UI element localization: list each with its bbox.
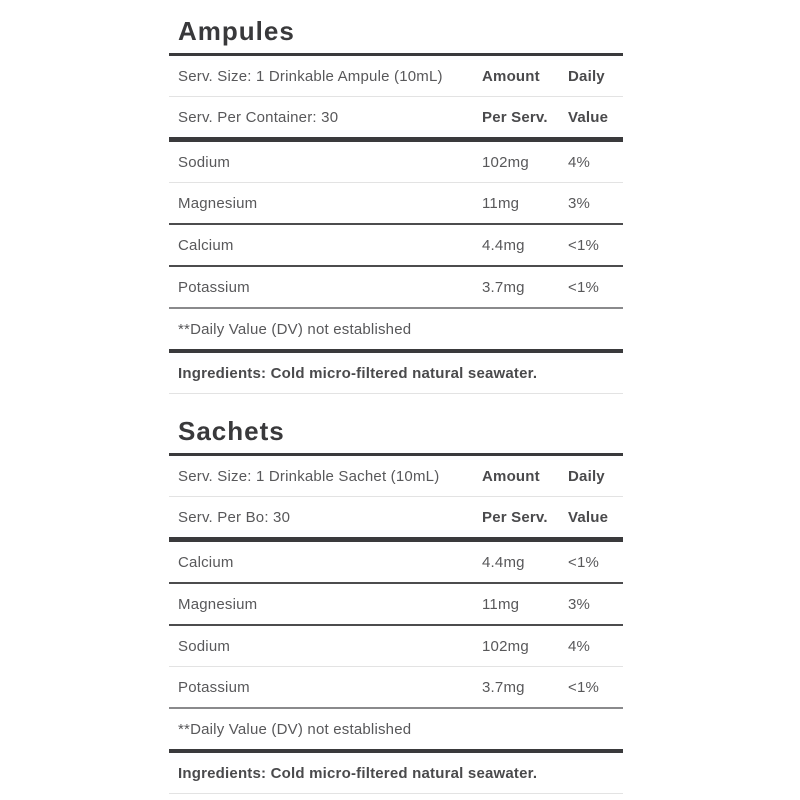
nutrient-row xyxy=(169,626,623,667)
nutrient-amount: 102mg xyxy=(482,153,529,171)
sachets-section xyxy=(169,416,623,794)
servings-per-container-label: Serv. Per Container: 30 xyxy=(178,108,339,126)
ingredients-text: Ingredients: Cold micro-filtered natural seawater. xyxy=(178,764,538,782)
nutrient-amount: 102mg xyxy=(482,637,529,655)
ingredients-text: Ingredients: Cold micro-filtered natural seawater. xyxy=(178,364,538,382)
nutrient-row xyxy=(169,267,623,309)
amount-column-header: Amount xyxy=(482,467,540,485)
nutrient-row xyxy=(169,142,623,183)
footnote-text: **Daily Value (DV) not established xyxy=(178,720,412,738)
nutrient-row xyxy=(169,225,623,267)
nutrient-name: Potassium xyxy=(178,278,250,296)
nutrient-daily-value: <1% xyxy=(568,678,600,696)
serving-size-label: Serv. Size: 1 Drinkable Ampule (10mL) xyxy=(178,67,443,85)
nutrient-row xyxy=(169,542,623,584)
nutrient-name: Calcium xyxy=(178,553,234,571)
servings-per-container-row xyxy=(169,97,623,142)
daily-column-header: Daily xyxy=(568,467,605,485)
nutrient-name: Magnesium xyxy=(178,194,258,212)
nutrient-amount: 11mg xyxy=(482,194,520,212)
nutrient-row xyxy=(169,584,623,626)
daily-value-footnote xyxy=(169,709,623,753)
servings-per-box-row xyxy=(169,497,623,542)
nutrient-daily-value: <1% xyxy=(568,278,600,296)
nutrient-amount: 3.7mg xyxy=(482,678,525,696)
per-serv-column-header: Per Serv. xyxy=(482,508,548,526)
daily-column-header: Daily xyxy=(568,67,605,85)
sachets-section-title: Sachets xyxy=(169,416,623,456)
nutrient-daily-value: <1% xyxy=(568,553,600,571)
nutrient-amount: 4.4mg xyxy=(482,553,525,571)
nutrient-amount: 11mg xyxy=(482,595,520,613)
servings-per-box-label: Serv. Per Bo: 30 xyxy=(178,508,291,526)
ingredients-row xyxy=(169,353,623,394)
amount-column-header: Amount xyxy=(482,67,540,85)
nutrient-name: Sodium xyxy=(178,637,231,655)
nutrient-daily-value: 3% xyxy=(568,595,591,613)
serving-size-row xyxy=(169,56,623,97)
nutrient-row xyxy=(169,183,623,225)
ampules-section-title: Ampules xyxy=(169,16,623,56)
nutrient-daily-value: 3% xyxy=(568,194,591,212)
nutrient-name: Magnesium xyxy=(178,595,258,613)
supplement-facts-sheet xyxy=(169,16,623,794)
ingredients-row xyxy=(169,753,623,794)
footnote-text: **Daily Value (DV) not established xyxy=(178,320,412,338)
value-column-header: Value xyxy=(568,508,609,526)
nutrient-name: Potassium xyxy=(178,678,250,696)
ampules-section xyxy=(169,16,623,394)
nutrient-daily-value: 4% xyxy=(568,153,591,171)
nutrient-daily-value: <1% xyxy=(568,236,600,254)
nutrient-name: Calcium xyxy=(178,236,234,254)
nutrient-row xyxy=(169,667,623,709)
serving-size-row xyxy=(169,456,623,497)
nutrient-name: Sodium xyxy=(178,153,231,171)
nutrient-daily-value: 4% xyxy=(568,637,591,655)
daily-value-footnote xyxy=(169,309,623,353)
per-serv-column-header: Per Serv. xyxy=(482,108,548,126)
nutrient-amount: 3.7mg xyxy=(482,278,525,296)
nutrient-amount: 4.4mg xyxy=(482,236,525,254)
serving-size-label: Serv. Size: 1 Drinkable Sachet (10mL) xyxy=(178,467,440,485)
value-column-header: Value xyxy=(568,108,609,126)
